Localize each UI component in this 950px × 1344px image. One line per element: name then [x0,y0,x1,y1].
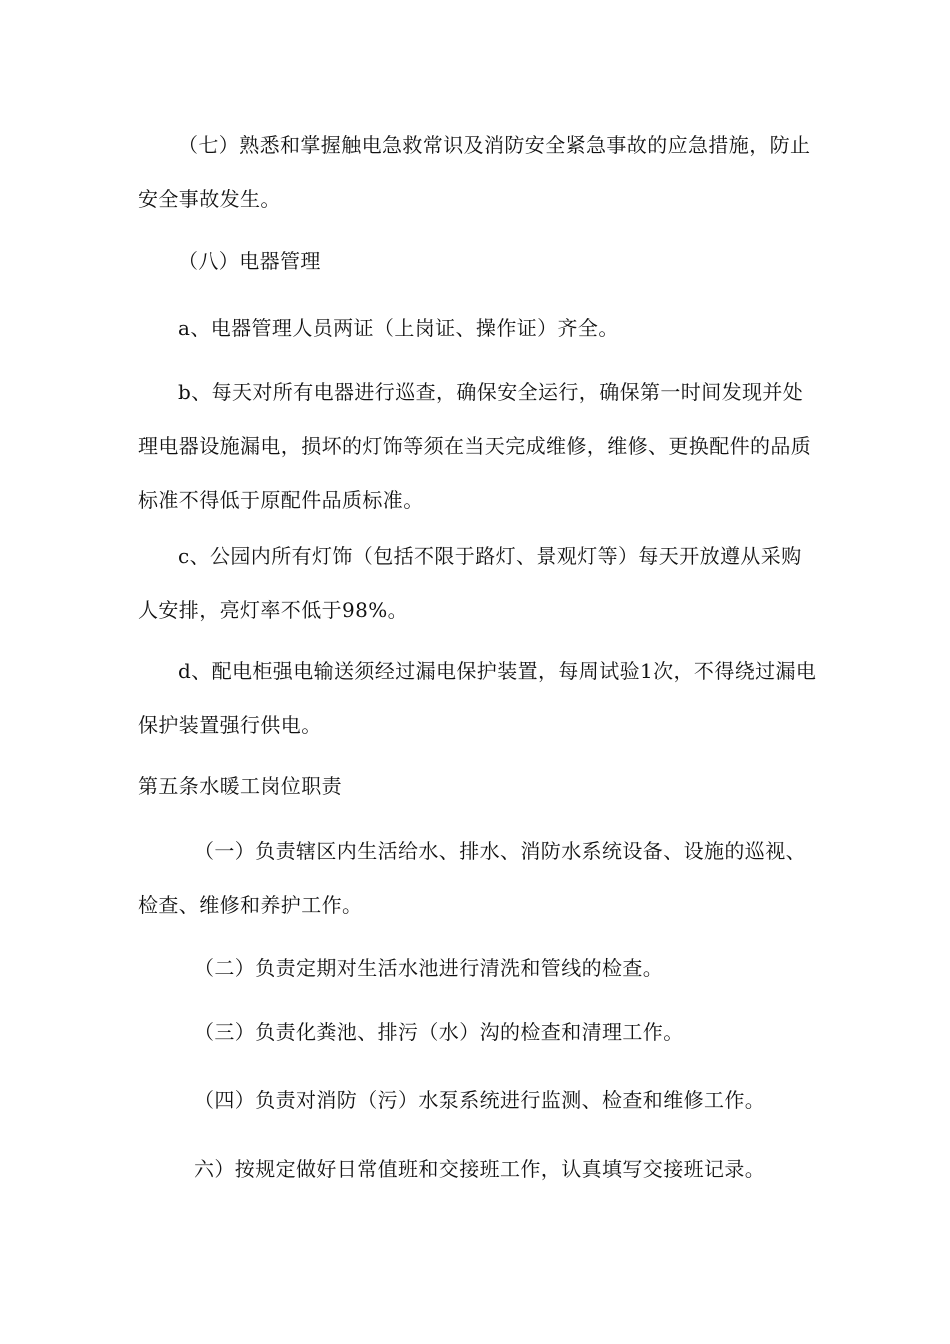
section-heading-article-5: 第五条水暖工岗位职责 [138,774,342,798]
paragraph-item-c: c、公园内所有灯饰（包括不限于路灯、景观灯等）每天开放遵从采购人安排，亮灯率不低于98%。 [138,544,802,622]
paragraph-duty-3: （三）负责化粪池、排污（水）沟的检查和清理工作。 [194,1020,684,1044]
heading-electrical-management: （八）电器管理 [178,249,321,273]
paragraph-emergency-knowledge: （七）熟悉和掌握触电急救常识及消防安全紧急事故的应急措施，防止安全事故发生。 [138,133,811,211]
paragraph-duty-2: （二）负责定期对生活水池进行清洗和管线的检查。 [194,956,664,980]
paragraph-duty-6: 六）按规定做好日常值班和交接班工作，认真填写交接班记录。 [194,1157,766,1181]
paragraph-duty-1: （一）负责辖区内生活给水、排水、消防水系统设备、设施的巡视、检查、维修和养护工作。 [138,839,806,917]
paragraph-item-a: a、电器管理人员两证（上岗证、操作证）齐全。 [178,316,619,340]
paragraph-item-d: d、配电柜强电输送须经过漏电保护装置，每周试验1次，不得绕过漏电保护装置强行供电。 [138,659,817,737]
paragraph-duty-4: （四）负责对消防（污）水泵系统进行监测、检查和维修工作。 [194,1088,766,1112]
paragraph-item-b: b、每天对所有电器进行巡查，确保安全运行，确保第一时间发现并处理电器设施漏电，损坏的灯饰等须在当天完成维修，维修、更换配件的品质标准不得低于原配件品质标准。 [138,380,812,512]
